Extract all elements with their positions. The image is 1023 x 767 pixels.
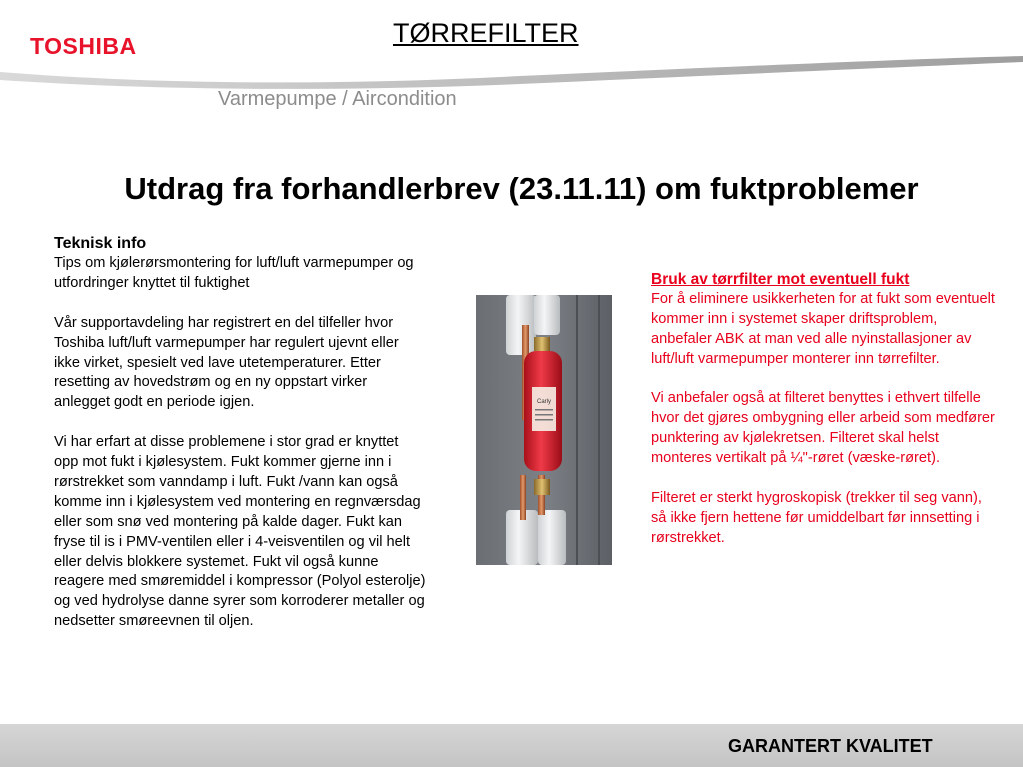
- header-swoosh-divider: [0, 50, 1023, 110]
- technical-info-paragraph-2: Vi har erfart at disse problemene i stor grad er knyttet opp mot fukt i kjølesystem. Fukt kommer gjerne inn i rørstrekket som vanndamp i luft. Fukt /vann kan også komme inn i kjølesystem ved montering en regnværsdag eller som snø ved montering på kalde dager. Fukt kan fryse til is i PMV-ventilen eller i 4-veisventilen og vil helt eller delvis blokkere systemet. Fukt vil også kunne reagere med smøremiddel i kompressor (Polyol esterolje) og ved hydrolyse danne syrer som korroderer metaller og nedsetter smøreevnen til oljen.: [54, 434, 426, 630]
- drier-filter-photo: [476, 295, 612, 565]
- toshiba-logo: TOSHIBA: [30, 33, 137, 59]
- slide-title: TØRREFILTER: [393, 18, 579, 48]
- footer-tagline: GARANTERT KVALITET: [728, 736, 933, 756]
- filter-label: Carly: [536, 399, 552, 405]
- drier-filter-paragraph-2: Vi anbefaler også at filteret benyttes i ethvert tilfelle hvor det gjøres ombygning eller arbeid som medfører punktering av kjølekretsen. Filteret skal helst monteres vertikalt på ¼"-røret (væske-røret).: [651, 390, 995, 467]
- drier-filter-section: [651, 270, 1001, 549]
- drier-filter-paragraph-3: Filteret er sterkt hygroskopisk (trekker til seg vann), så ikke fjern hettene før umiddelbart før innsetting i rørstrekket.: [651, 489, 982, 546]
- page-subtitle: Varmepumpe / Aircondition: [218, 88, 457, 110]
- technical-info-intro: Tips om kjølerørsmontering for luft/luft varmepumper og utfordringer knyttet til fuktighet: [54, 255, 414, 291]
- technical-info-paragraph-1: Vår supportavdeling har registrert en del tilfeller hvor Toshiba luft/luft varmepumper har regulert ujevnt eller ikke virket, spesielt ved lave utetemperaturer. Etter resetting av hovedstrøm og en ny oppstart virker anlegget godt en periode igjen.: [54, 314, 399, 411]
- drier-filter-title: Bruk av tørrfilter mot eventuell fukt: [651, 271, 910, 288]
- technical-info-title: Teknisk info: [54, 235, 147, 252]
- technical-info-section: [54, 234, 426, 632]
- drier-filter-paragraph-1: For å eliminere usikkerheten for at fukt som eventuelt kommer inn i systemet skaper driftsproblem, anbefaler ABK at man ved alle nyinstallasjoner av luft/luft varmepumper monterer inn tørrefilter.: [651, 290, 995, 367]
- main-heading: Utdrag fra forhandlerbrev (23.11.11) om fuktproblemer: [124, 171, 919, 206]
